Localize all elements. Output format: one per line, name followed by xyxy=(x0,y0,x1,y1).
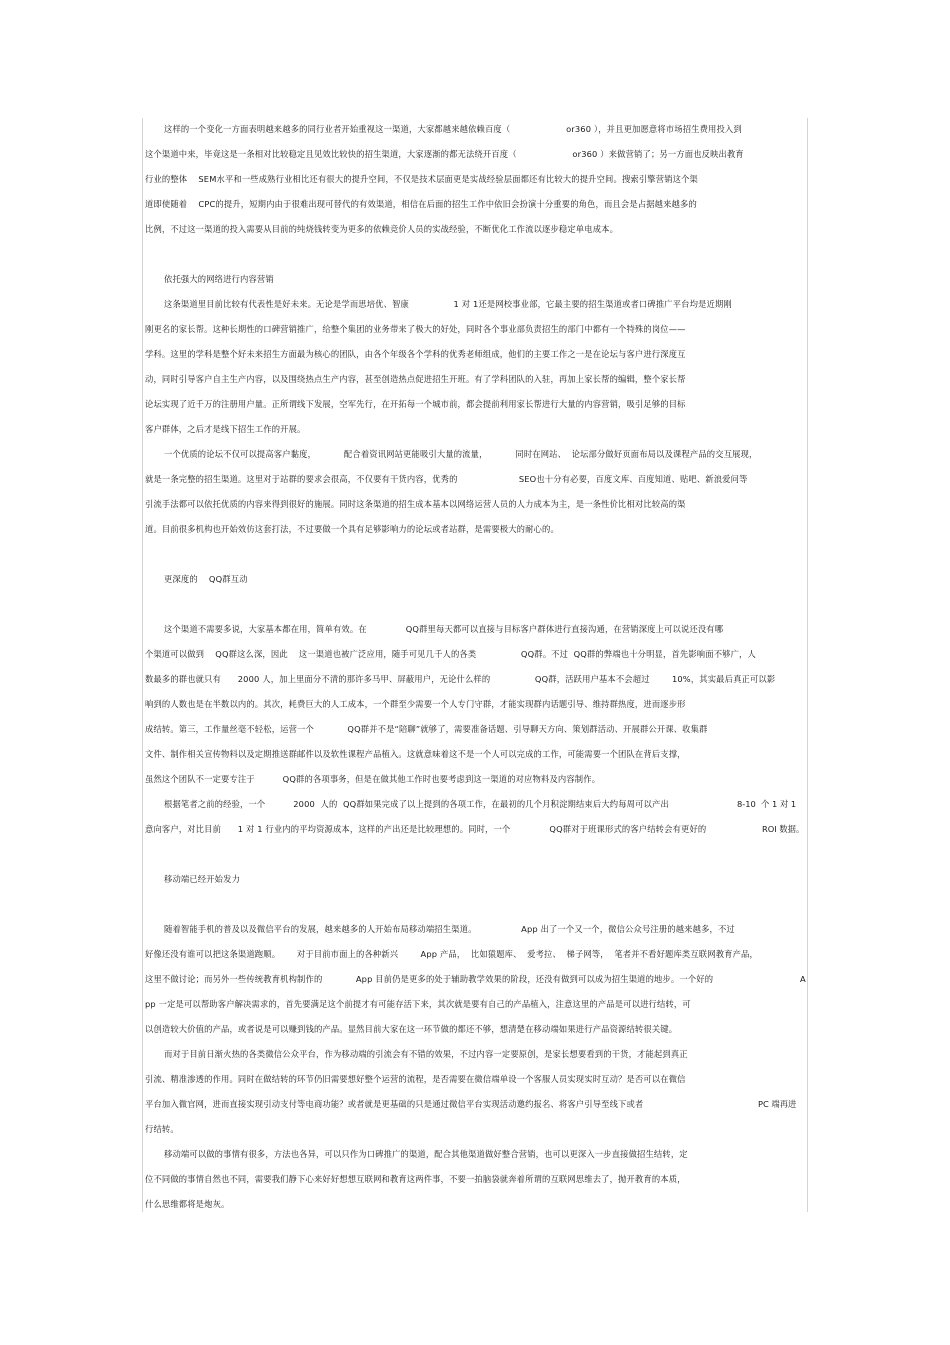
text-line: 成结转。第三，工作量丝毫不轻松，运营一个 QQ群并不是“陪聊”就够了，需要准备话题、引导聊天方向、策划群活动、开展群公开课、收集群 xyxy=(145,724,708,734)
text-line: 好像还没有谁可以把这条渠道跑顺。 对于目前市面上的各种新兴 App 产品， 比如猿题库、 爱考拉、 梯子网等， 笔者并不看好题库类互联网教育产品， xyxy=(145,949,758,959)
text-line: 个渠道可以做到 QQ群这么深，因此 这一渠道也被广泛应用，随手可见几千人的各类 QQ群。不过 QQ群的弊端也十分明显，首先影响面不够广，人 xyxy=(145,649,756,659)
text-line: 以创造较大价值的产品，或者说是可以赚到钱的产品。显然目前大家在这一环节做的都还不够，想清楚在移动端如果进行产品资源结转很关键。 xyxy=(145,1024,678,1034)
text-line: 学科。这里的学科是整个好未来招生方面最为核心的团队，由各个年级各个学科的优秀老师组成，他们的主要工作之一是在论坛与客户进行深度互 xyxy=(145,349,686,359)
text-line: 刚更名的家长帮。这种长期性的口碑营销推广，给整个集团的业务带来了极大的好处，同时各个事业部负责招生的部门中都有一个特殊的岗位—— xyxy=(145,324,686,334)
text-line: 行业的整体 SEM水平和一些成熟行业相比还有很大的提升空间，不仅是技术层面更是实战经验层面都还有比较大的提升空间。搜索引擎营销这个渠 xyxy=(145,174,698,184)
text-line: pp 一定是可以帮助客户解决需求的，首先要满足这个前提才有可能存活下来，其次就是要有自己的产品植入，注意这里的产品是可以进行结转，可 xyxy=(145,999,691,1009)
text-line: 响到的人数也是在半数以内的。其次，耗费巨大的人工成本，一个群至少需要一个人专门守群，才能实现群内话题引导、维持群热度，进而逐步形 xyxy=(145,699,686,709)
text-line: 文件、制作相关宣传物料以及定期推送群邮件以及软性课程产品植入。这就意味着这不是一个人可以完成的工作，可能需要一个团队在背后支撑， xyxy=(145,749,686,759)
text-line: 这个渠道不需要多说，大家基本都在用，简单有效。在 QQ群里每天都可以直接与目标客户群体进行直接沟通，在营销深度上可以说还没有哪 xyxy=(164,624,724,634)
text-line: 平台加入微官网，进而直接实现引动支付等电商功能？或者就是更基础的只是通过微信平台实现活动邀约报名、将客户引导至线下或者 xyxy=(145,1099,644,1109)
text-line: 论坛实现了近千万的注册用户量。正所谓线下发展，空军先行，在开拓每一个城市前，都会提前利用家长帮进行大量的内容营销，吸引足够的目标 xyxy=(145,399,686,409)
text-line: 而对于目前日渐火热的各类微信公众平台，作为移动端的引流会有不错的效果，不过内容一定要原创，是家长想要看到的干货，才能起到真正 xyxy=(164,1049,688,1059)
text-line: 这里不做讨论；而另外一些传统教育机构制作的 App 目前仍是更多的处于辅助教学效果的阶段，还没有做到可以成为招生渠道的地步。一个好的 xyxy=(145,974,714,984)
text-line: 引流手法都可以依托优质的内容来得到很好的施展。同时这条渠道的招生成本基本以网络运营人员的人力成本为主，是一条性价比相对比较高的渠 xyxy=(145,499,686,509)
text-line: 位不同做的事情自然也不同，需要我们静下心来好好想想互联网和教育这两件事，不要一拍脑袋就奔着所谓的互联网思维去了，抛开教育的本质， xyxy=(145,1174,686,1184)
text-line: 客户群体，之后才是线下招生工作的开展。 xyxy=(145,424,306,434)
text-line: 根据笔者之前的经验，一个 2000 人的 QQ群如果完成了以上提到的各项工作，在最初的几个月积淀期结束后大约每周可以产出 xyxy=(164,799,669,809)
text-line: 意向客户，对比目前 1 对 1 行业内的平均资源成本，这样的产出还是比较理想的。同时，一个 QQ群对于班课形式的客户结转会有更好的 xyxy=(145,824,707,834)
text-line: 移动端可以做的事情有很多，方法也各异，可以只作为口碑推广的渠道，配合其他渠道做好整合营销，也可以更深入一步直接做招生结转，定 xyxy=(164,1149,688,1159)
text-line: 更深度的 QQ群互动 xyxy=(164,574,248,584)
text-line: 虽然这个团队不一定要专注于 QQ群的各项事务，但是在做其他工作时也要考虑到这一渠道的对应物料及内容制作。 xyxy=(145,774,601,784)
text-fragment: ROI 数据。 xyxy=(762,824,805,834)
text-line: 这个渠道中来，毕竟这是一条相对比较稳定且见效比较快的招生渠道，大家逐渐的都无法绕开百度（ or360 ）来做营销了；另一方面也反映出教育 xyxy=(145,149,744,159)
text-line: 这条渠道里目前比较有代表性是好未来。无论是学而思培优、智康 1 对 1还是网校事业部，它最主要的招生渠道或者口碑推广平台均是近期刚 xyxy=(164,299,732,309)
text-line: 什么思维都将是炮灰。 xyxy=(145,1199,230,1209)
text-line: 就是一条完整的招生渠道。这里对于站群的要求会很高，不仅要有干货内容，优秀的 SEO也十分有必要，百度文库、百度知道、贴吧、新浪爱问等 xyxy=(145,474,748,484)
text-line: 移动端已经开始发力 xyxy=(164,874,241,884)
text-line: 道即使随着 CPC的提升，短期内由于很难出现可替代的有效渠道，相信在后面的招生工作中依旧会扮演十分重要的角色，而且会是占据越来越多的 xyxy=(145,199,697,209)
text-fragment: A xyxy=(800,974,806,984)
text-line: 道。目前很多机构也开始效仿这套打法，不过要做一个具有足够影响力的论坛或者站群，是需要极大的耐心的。 xyxy=(145,524,559,534)
text-line: 行结转。 xyxy=(145,1124,179,1134)
text-fragment: PC 端再进 xyxy=(758,1099,797,1109)
text-line: 引流、精准渗透的作用。同时在做结转的环节仍旧需要想好整个运营的流程，是否需要在微信端单设一个客服人员实现实时互动？是否可以在微信 xyxy=(145,1074,686,1084)
text-line: 动，同时引导客户自主生产内容，以及围绕热点生产内容，甚至创造热点促进招生开班。有了学科团队的入驻，再加上家长帮的编辑，整个家长帮 xyxy=(145,374,686,384)
text-line: 这样的一个变化一方面表明越来越多的同行业者开始重视这一渠道，大家都越来越依赖百度（ or360 ），并且更加愿意将市场招生费用投入到 xyxy=(164,124,742,134)
text-fragment: 8-10 个 1 对 1 xyxy=(737,799,797,809)
text-line: 随着智能手机的普及以及微信平台的发展，越来越多的人开始布局移动端招生渠道。 App 出了一个又一个，微信公众号注册的越来越多，不过 xyxy=(164,924,735,934)
text-line: 一个优质的论坛不仅可以提高客户黏度， 配合着资讯网站更能吸引大量的流量， 同时在网站、 论坛部分做好页面布局以及课程产品的交互展现， xyxy=(164,449,758,459)
text-line: 比例，不过这一渠道的投入需要从目前的纯烧钱转变为更多的依赖竞价人员的实战经验，不断优化工作流以逐步稳定单电成本。 xyxy=(145,224,619,234)
text-line: 数最多的群也就只有 2000 人，加上里面分不清的那许多马甲、屏蔽用户，无论什么样的 QQ群，活跃用户基本不会超过 10%，其实最后真正可以影 xyxy=(145,674,776,684)
text-line: 依托强大的网络进行内容营销 xyxy=(164,274,274,284)
